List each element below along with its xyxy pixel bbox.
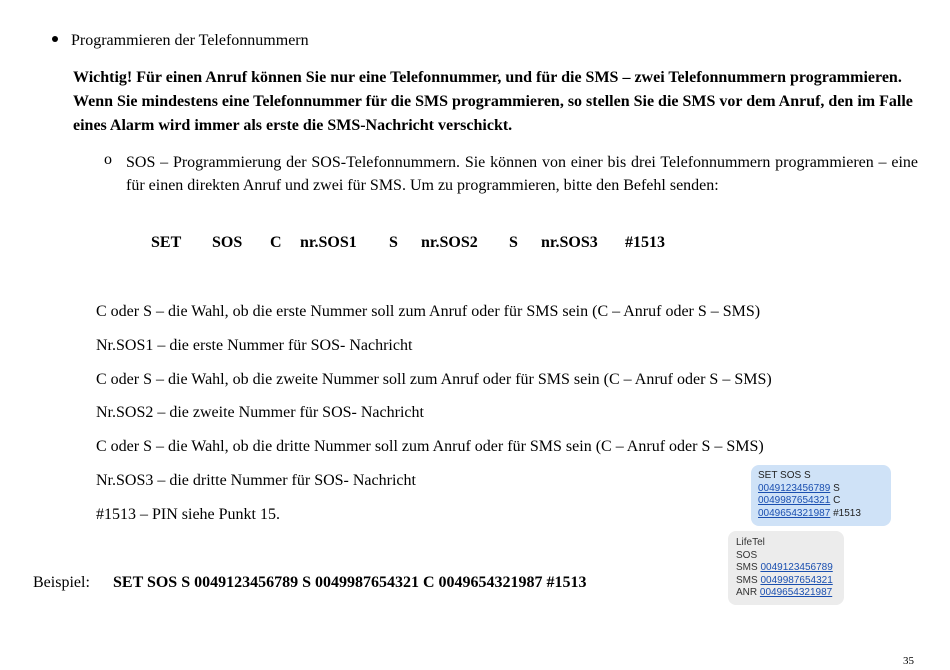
page-number: 35 [903,655,914,667]
sms-line: SMS 0049123456789 [736,562,833,573]
phone-link[interactable]: 0049987654321 [758,495,831,506]
phone-link[interactable]: 0049987654321 [760,574,833,586]
warning-paragraph: Wichtig! Für einen Anruf können Sie nur eine Telefonnummer, und für die SMS – zwei Telefonnummern programmieren. Wenn Sie mindestens eine Telefonnummer für die SMS programmieren, so stellen Sie die SMS vor dem Anruf, den im Falle eines Alarm wird immer als erste die SMS-Nachricht verschickt. [73,69,913,134]
bullet-marker [52,36,58,42]
explanation-line: C oder S – die Wahl, ob die erste Nummer soll zum Anruf oder für SMS sein (C – Anruf oder S – SMS) [96,303,761,320]
phone-link[interactable]: 0049123456789 [760,562,833,573]
command-token: SET [151,234,182,251]
command-token: nr.SOS1 [300,234,357,251]
sms-line: 0049987654321 C [758,495,841,506]
command-token: S [509,234,518,251]
explanation-line: #1513 – PIN siehe Punkt 15. [96,506,280,523]
sub-bullet-marker: o [104,151,112,168]
explanation-line: Nr.SOS2 – die zweite Nummer für SOS- Nachricht [96,404,424,421]
explanation-line: Nr.SOS3 – die dritte Nummer für SOS- Nachricht [96,472,416,489]
command-token: #1513 [625,234,665,251]
example-command: SET SOS S 0049123456789 S 0049987654321 C 0049654321987 #1513 [113,574,587,591]
sms-line: SMS 0049987654321 [736,574,833,586]
sms-line: SET SOS S [758,470,811,481]
explanation-line: Nr.SOS1 – die erste Nummer für SOS- Nachricht [96,337,413,354]
phone-link[interactable]: 0049123456789 [758,482,831,494]
sms-bubble-reply [728,531,844,605]
phone-link[interactable]: 0049654321987 [758,507,831,519]
sms-bubble-sent [751,465,891,526]
sms-line: 0049123456789 S [758,482,840,494]
bullet-item [52,32,309,50]
phone-link[interactable]: 0049654321987 [759,587,833,598]
command-token: C [270,234,282,251]
sms-line: LifeTel [736,537,765,548]
bullet-text: Programmieren der Telefonnummern [71,32,309,49]
sub-bullet-text: SOS – Programmierung der SOS-Telefonnummern. Sie können von einer bis drei Telefonnummern programmieren – eine für einen direkten Anruf und zwei für SMS. Um zu programmieren, bitte den Befehl senden: [126,154,918,194]
command-token: SOS [212,234,243,251]
command-token: nr.SOS2 [421,234,478,251]
command-token: S [389,234,398,251]
example-label: Beispiel: [33,574,90,591]
sms-line: SOS [736,549,758,561]
explanation-line: C oder S – die Wahl, ob die zweite Nummer soll zum Anruf oder für SMS sein (C – Anruf oder S – SMS) [96,371,772,388]
explanation-line: C oder S – die Wahl, ob die dritte Nummer soll zum Anruf oder für SMS sein (C – Anruf oder S – SMS) [96,438,764,455]
command-token: nr.SOS3 [541,234,598,251]
sms-line: 0049654321987 #1513 [758,507,861,519]
sms-line: ANR 0049654321987 [736,587,833,598]
